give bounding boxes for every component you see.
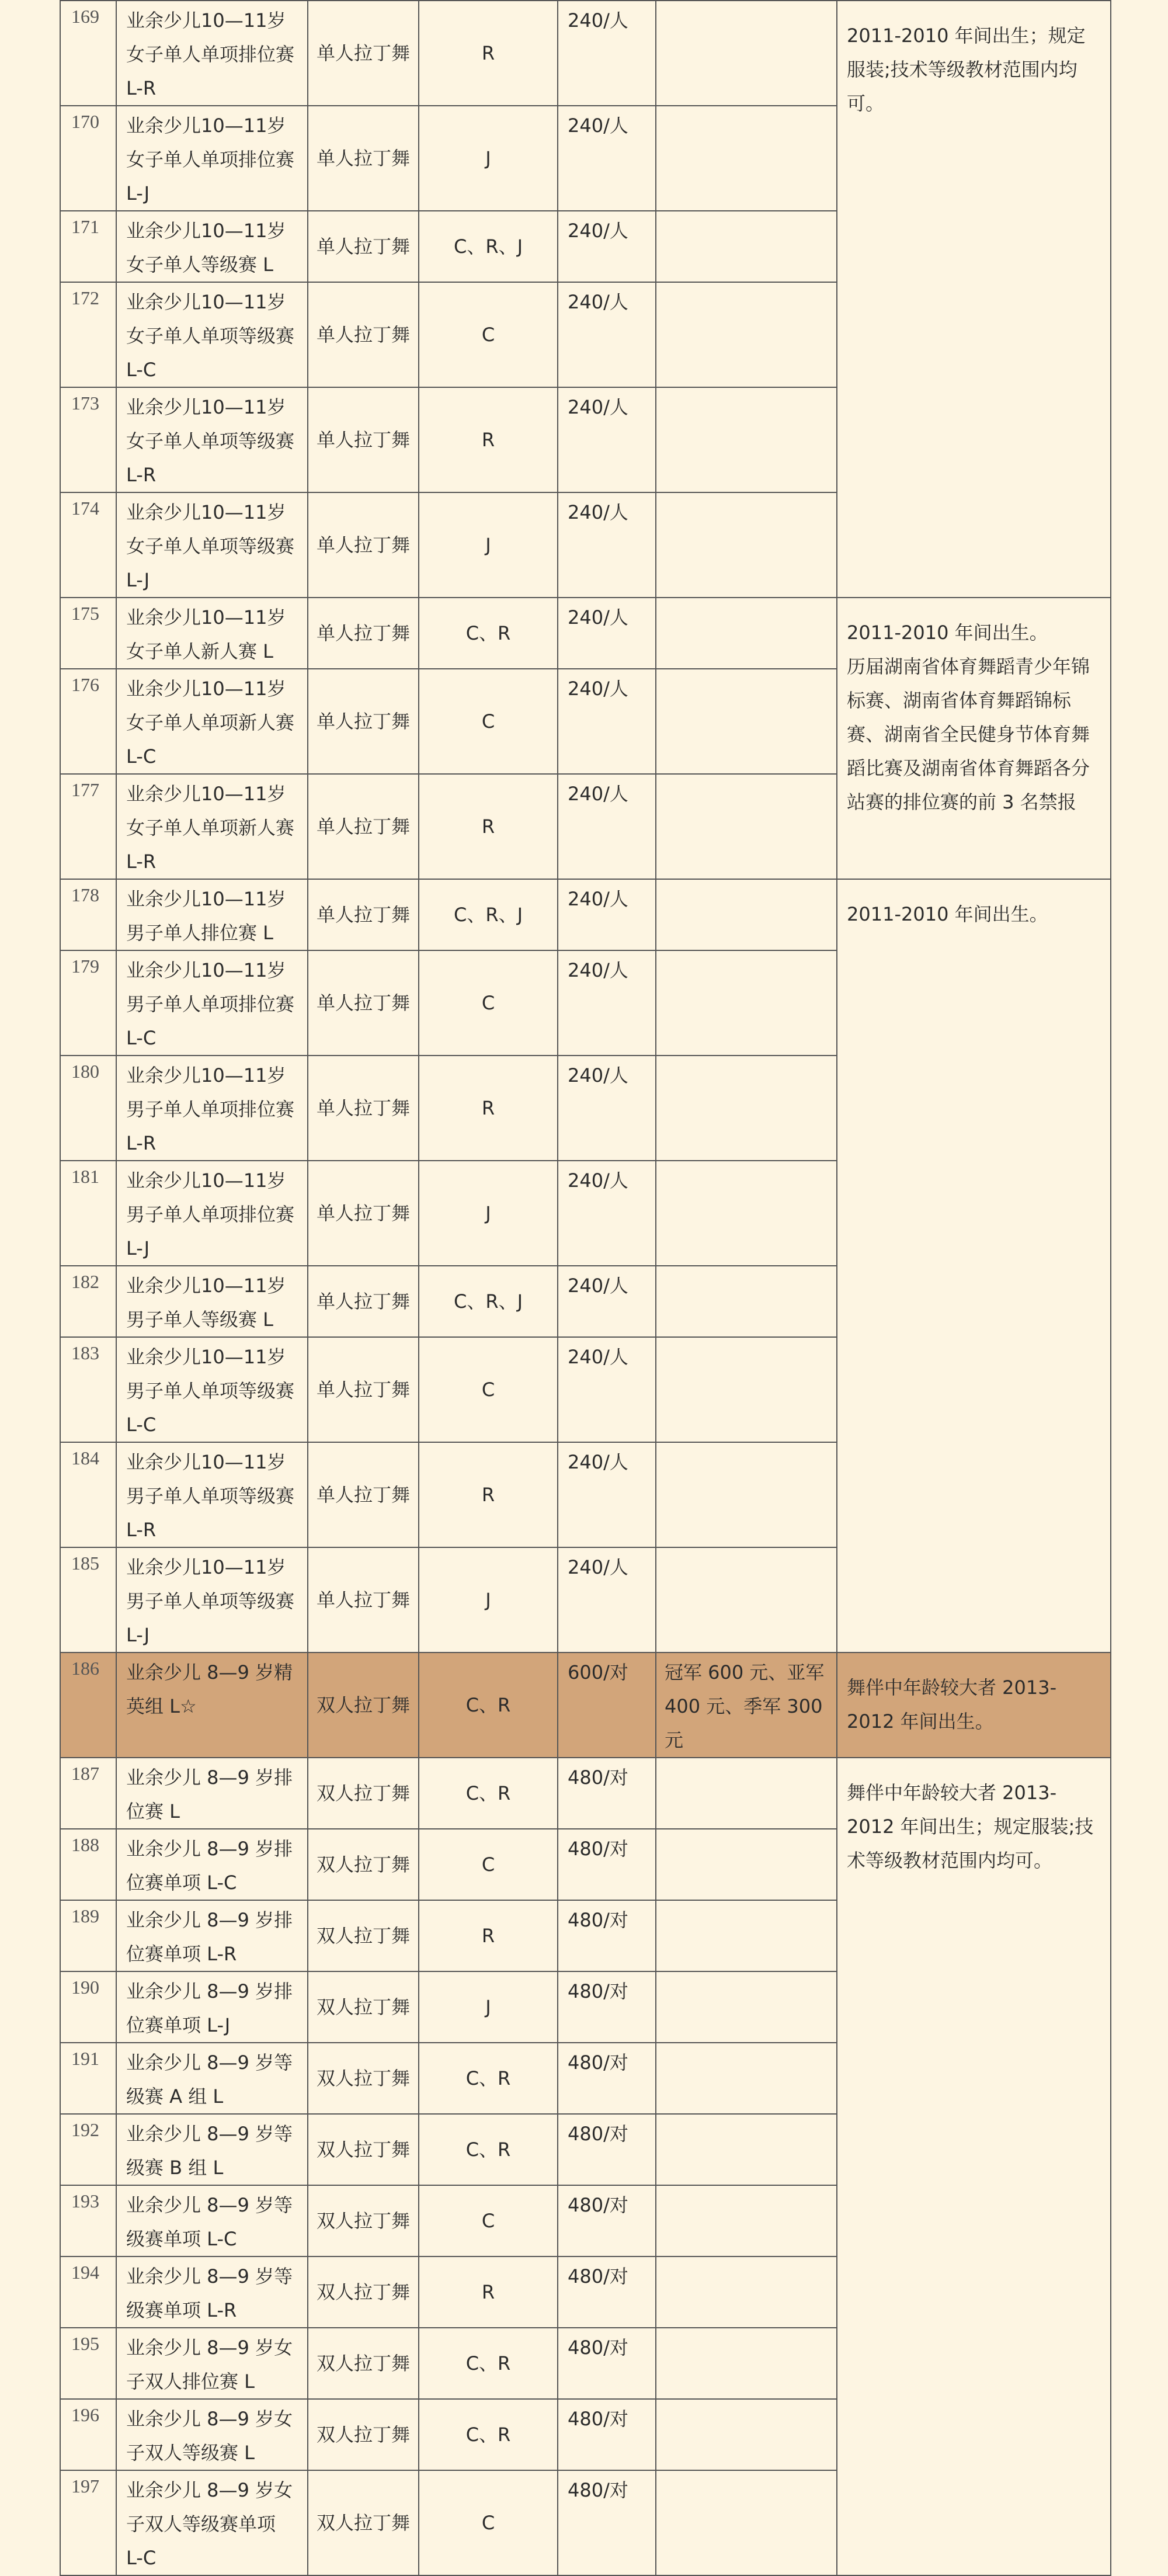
eligibility-note: 2011-2010 年间出生；规定服装;技术等级教材范围内均可。: [837, 1, 1111, 598]
event-category: 单人拉丁舞: [308, 774, 419, 879]
dance-set: R: [419, 387, 558, 492]
event-name: 业余少儿10—11岁男子单人单项等级赛 L-J: [116, 1547, 308, 1652]
event-name: 业余少儿10—11岁女子单人单项等级赛 L-J: [116, 492, 308, 598]
prize-money: [656, 1337, 837, 1442]
prize-money: [656, 1547, 837, 1652]
dance-set: J: [419, 106, 558, 211]
dance-set: R: [419, 774, 558, 879]
entry-fee: 240/人: [558, 1442, 656, 1547]
event-category: 双人拉丁舞: [308, 2328, 419, 2399]
entry-fee: 240/人: [558, 1266, 656, 1337]
dance-set: C、R: [419, 1652, 558, 1758]
event-name: 业余少儿10—11岁女子单人单项排位赛 L-J: [116, 106, 308, 211]
row-number: 192: [60, 2114, 116, 2185]
row-number: 193: [60, 2185, 116, 2256]
prize-money: [656, 211, 837, 282]
prize-money: [656, 1266, 837, 1337]
entry-fee: 240/人: [558, 1547, 656, 1652]
event-category: 单人拉丁舞: [308, 106, 419, 211]
row-number: 188: [60, 1829, 116, 1900]
row-number: 191: [60, 2043, 116, 2114]
entry-fee: 240/人: [558, 1056, 656, 1161]
dance-set: R: [419, 1056, 558, 1161]
event-category: 单人拉丁舞: [308, 879, 419, 950]
dance-set: R: [419, 2256, 558, 2328]
dance-set: J: [419, 492, 558, 598]
dance-set: C、R: [419, 2043, 558, 2114]
prize-money: [656, 1900, 837, 1971]
row-number: 181: [60, 1161, 116, 1266]
prize-money: [656, 1442, 837, 1547]
entry-fee: 240/人: [558, 282, 656, 387]
row-number: 197: [60, 2470, 116, 2575]
entry-fee: 240/人: [558, 1337, 656, 1442]
row-number: 190: [60, 1971, 116, 2043]
event-name: 业余少儿 8—9 岁女子双人排位赛 L: [116, 2328, 308, 2399]
prize-money: [656, 2399, 837, 2470]
dance-set: J: [419, 1161, 558, 1266]
row-number: 183: [60, 1337, 116, 1442]
prize-money: [656, 2043, 837, 2114]
prize-money: [656, 2256, 837, 2328]
dance-set: J: [419, 1547, 558, 1652]
eligibility-note: 2011-2010 年间出生。: [837, 879, 1111, 1652]
table-row: [60, 1758, 1111, 1829]
event-name: 业余少儿10—11岁男子单人排位赛 L: [116, 879, 308, 950]
event-category: 单人拉丁舞: [308, 387, 419, 492]
event-name: 业余少儿10—11岁女子单人单项新人赛L-C: [116, 669, 308, 774]
dance-set: C、R: [419, 2399, 558, 2470]
event-category: 单人拉丁舞: [308, 1442, 419, 1547]
row-number: 194: [60, 2256, 116, 2328]
dance-set: C: [419, 2185, 558, 2256]
event-name: 业余少儿10—11岁女子单人等级赛 L: [116, 211, 308, 282]
event-name: 业余少儿 8—9 岁等级赛单项 L-C: [116, 2185, 308, 2256]
prize-money: [656, 492, 837, 598]
row-number: 171: [60, 211, 116, 282]
prize-money: [656, 774, 837, 879]
event-name: 业余少儿10—11岁男子单人单项排位赛L-R: [116, 1056, 308, 1161]
event-name: 业余少儿10—11岁男子单人单项排位赛L-C: [116, 950, 308, 1056]
event-name: 业余少儿 8—9 岁排位赛 L: [116, 1758, 308, 1829]
prize-money: [656, 1758, 837, 1829]
row-number: 180: [60, 1056, 116, 1161]
prize-money: [656, 2328, 837, 2399]
prize-money: [656, 598, 837, 669]
event-name: 业余少儿10—11岁男子单人单项排位赛 L-J: [116, 1161, 308, 1266]
event-name: 业余少儿10—11岁女子单人单项排位赛L-R: [116, 1, 308, 106]
table-body: [60, 1, 1111, 2575]
event-name: 业余少儿10—11岁男子单人单项等级赛L-R: [116, 1442, 308, 1547]
row-number: 184: [60, 1442, 116, 1547]
dance-set: C、R: [419, 598, 558, 669]
dance-set: R: [419, 1, 558, 106]
eligibility-note: 舞伴中年龄较大者 2013-2012 年间出生。: [837, 1652, 1111, 1758]
row-number: 195: [60, 2328, 116, 2399]
row-number: 176: [60, 669, 116, 774]
event-name: 业余少儿 8—9 岁排位赛单项 L-J: [116, 1971, 308, 2043]
entry-fee: 480/对: [558, 2114, 656, 2185]
row-number: 169: [60, 1, 116, 106]
event-category: 单人拉丁舞: [308, 1161, 419, 1266]
row-number: 182: [60, 1266, 116, 1337]
eligibility-note: 舞伴中年龄较大者 2013-2012 年间出生；规定服装;技术等级教材范围内均可。: [837, 1758, 1111, 2575]
entry-fee: 240/人: [558, 492, 656, 598]
entry-fee: 480/对: [558, 1971, 656, 2043]
prize-money: [656, 387, 837, 492]
entry-fee: 480/对: [558, 2470, 656, 2575]
event-name: 业余少儿10—11岁女子单人新人赛 L: [116, 598, 308, 669]
event-category: 双人拉丁舞: [308, 2185, 419, 2256]
entry-fee: 480/对: [558, 2185, 656, 2256]
event-category: 单人拉丁舞: [308, 669, 419, 774]
row-number: 179: [60, 950, 116, 1056]
event-category: 单人拉丁舞: [308, 950, 419, 1056]
prize-money: [656, 1971, 837, 2043]
table-row: [60, 879, 1111, 950]
event-category: 单人拉丁舞: [308, 211, 419, 282]
prize-money: [656, 669, 837, 774]
prize-money: 冠军 600 元、亚军 400 元、季军 300 元: [656, 1652, 837, 1758]
entry-fee: 480/对: [558, 2256, 656, 2328]
prize-money: [656, 106, 837, 211]
prize-money: [656, 1056, 837, 1161]
entry-fee: 480/对: [558, 2043, 656, 2114]
dance-set: C、R、J: [419, 879, 558, 950]
prize-money: [656, 1829, 837, 1900]
dance-set: C、R、J: [419, 1266, 558, 1337]
event-name: 业余少儿 8—9 岁女子双人等级赛单项 L-C: [116, 2470, 308, 2575]
event-category: 双人拉丁舞: [308, 1758, 419, 1829]
entry-fee: 240/人: [558, 774, 656, 879]
event-category: 单人拉丁舞: [308, 598, 419, 669]
row-number: 170: [60, 106, 116, 211]
event-name: 业余少儿10—11岁女子单人单项等级赛L-C: [116, 282, 308, 387]
row-number: 177: [60, 774, 116, 879]
event-name: 业余少儿 8—9 岁排位赛单项 L-C: [116, 1829, 308, 1900]
row-number: 174: [60, 492, 116, 598]
eligibility-note: 2011-2010 年间出生。 历届湖南省体育舞蹈青少年锦标赛、湖南省体育舞蹈锦标赛、湖南省全民健身节体育舞蹈比赛及湖南省体育舞蹈各分站赛的排位赛的前 3 名禁报: [837, 598, 1111, 879]
dance-set: R: [419, 1442, 558, 1547]
prize-money: [656, 2185, 837, 2256]
prize-money: [656, 1, 837, 106]
event-name: 业余少儿10—11岁男子单人单项等级赛L-C: [116, 1337, 308, 1442]
entry-fee: 240/人: [558, 598, 656, 669]
event-category: 单人拉丁舞: [308, 1337, 419, 1442]
prize-money: [656, 879, 837, 950]
event-category: 双人拉丁舞: [308, 2043, 419, 2114]
prize-money: [656, 282, 837, 387]
event-category: 单人拉丁舞: [308, 1547, 419, 1652]
dance-set: C: [419, 1829, 558, 1900]
dance-set: C: [419, 2470, 558, 2575]
dance-set: R: [419, 1900, 558, 1971]
prize-money: [656, 2114, 837, 2185]
event-category: 单人拉丁舞: [308, 282, 419, 387]
entry-fee: 240/人: [558, 950, 656, 1056]
event-category: 双人拉丁舞: [308, 1829, 419, 1900]
dance-set: C、R: [419, 2328, 558, 2399]
event-category: 双人拉丁舞: [308, 1900, 419, 1971]
entry-fee: 480/对: [558, 1829, 656, 1900]
event-name: 业余少儿10—11岁男子单人等级赛 L: [116, 1266, 308, 1337]
entry-fee: 240/人: [558, 879, 656, 950]
event-category: 双人拉丁舞: [308, 1971, 419, 2043]
entry-fee: 600/对: [558, 1652, 656, 1758]
row-number: 196: [60, 2399, 116, 2470]
row-number: 172: [60, 282, 116, 387]
event-name: 业余少儿 8—9 岁排位赛单项 L-R: [116, 1900, 308, 1971]
dance-set: C: [419, 950, 558, 1056]
prize-money: [656, 950, 837, 1056]
dance-set: J: [419, 1971, 558, 2043]
entry-fee: 480/对: [558, 1758, 656, 1829]
entry-fee: 480/对: [558, 2328, 656, 2399]
row-number: 173: [60, 387, 116, 492]
event-category: 单人拉丁舞: [308, 1056, 419, 1161]
dance-set: C、R: [419, 1758, 558, 1829]
entry-fee: 240/人: [558, 1, 656, 106]
table-row: [60, 1652, 1111, 1758]
event-category: 单人拉丁舞: [308, 492, 419, 598]
competition-table: [60, 0, 1111, 2576]
event-name: 业余少儿 8—9 岁等级赛 B 组 L: [116, 2114, 308, 2185]
prize-money: [656, 2470, 837, 2575]
event-category: 双人拉丁舞: [308, 2399, 419, 2470]
event-category: 单人拉丁舞: [308, 1266, 419, 1337]
dance-set: C、R: [419, 2114, 558, 2185]
row-number: 186: [60, 1652, 116, 1758]
event-category: 双人拉丁舞: [308, 2470, 419, 2575]
dance-set: C、R、J: [419, 211, 558, 282]
event-name: 业余少儿 8—9 岁等级赛 A 组 L: [116, 2043, 308, 2114]
prize-money: [656, 1161, 837, 1266]
entry-fee: 240/人: [558, 387, 656, 492]
row-number: 187: [60, 1758, 116, 1829]
entry-fee: 240/人: [558, 211, 656, 282]
event-category: 双人拉丁舞: [308, 2256, 419, 2328]
table-row: [60, 598, 1111, 669]
dance-set: C: [419, 1337, 558, 1442]
event-category: 双人拉丁舞: [308, 2114, 419, 2185]
row-number: 175: [60, 598, 116, 669]
row-number: 189: [60, 1900, 116, 1971]
event-name: 业余少儿 8—9 岁精英组 L☆: [116, 1652, 308, 1758]
entry-fee: 480/对: [558, 2399, 656, 2470]
table-row: [60, 1, 1111, 106]
dance-set: C: [419, 669, 558, 774]
event-name: 业余少儿10—11岁女子单人单项新人赛L-R: [116, 774, 308, 879]
entry-fee: 240/人: [558, 106, 656, 211]
entry-fee: 240/人: [558, 669, 656, 774]
row-number: 185: [60, 1547, 116, 1652]
dance-set: C: [419, 282, 558, 387]
row-number: 178: [60, 879, 116, 950]
entry-fee: 240/人: [558, 1161, 656, 1266]
event-name: 业余少儿 8—9 岁女子双人等级赛 L: [116, 2399, 308, 2470]
event-category: 单人拉丁舞: [308, 1, 419, 106]
event-name: 业余少儿 8—9 岁等级赛单项 L-R: [116, 2256, 308, 2328]
event-name: 业余少儿10—11岁女子单人单项等级赛L-R: [116, 387, 308, 492]
entry-fee: 480/对: [558, 1900, 656, 1971]
event-category: 双人拉丁舞: [308, 1652, 419, 1758]
